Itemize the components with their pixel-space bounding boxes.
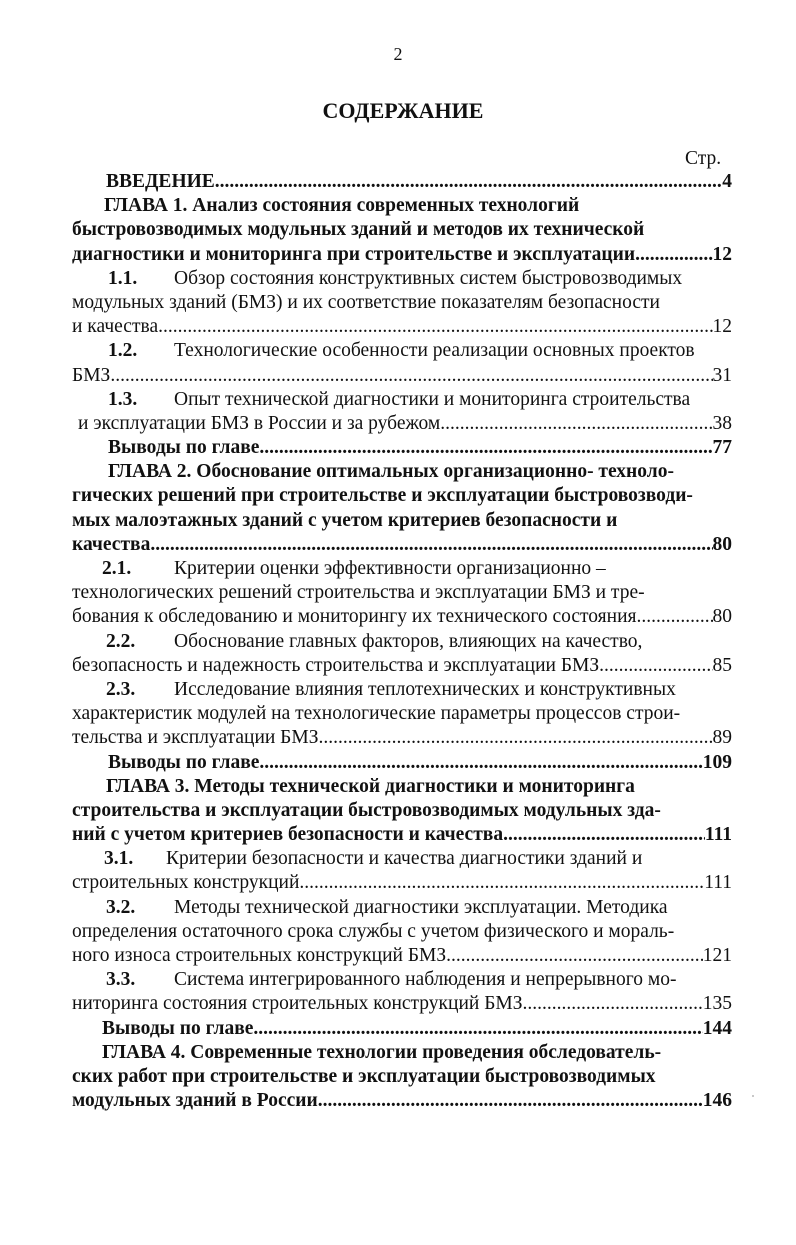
chapter-title-line: ских работ при строительстве и эксплуатации быстровозводимых — [72, 1065, 656, 1087]
toc-page-number: 144 — [702, 1017, 732, 1039]
section-title-line: и эксплуатации БМЗ в России и за рубежом — [78, 412, 441, 434]
section-title-line: Исследование влияния теплотехнических и конструктивных — [174, 678, 676, 700]
section-title-line: характеристик модулей на технологические параметры процессов строи- — [72, 703, 681, 725]
leader-dots — [318, 1089, 703, 1113]
toc-page-number: 38 — [712, 412, 732, 434]
chapter-title-line: мых малоэтажных зданий с учетом критериев безопасности и — [72, 509, 618, 531]
section-title-line: безопасность и надежность строительства и эксплуатации БМЗ — [72, 654, 600, 676]
section-title-line: Критерии оценки эффективности организационно – — [174, 558, 606, 579]
section-number: 3.1. — [104, 848, 134, 870]
leader-dots — [451, 944, 703, 968]
chapter-title-line: ГЛАВА 4. Современные технологии проведения обследователь- — [102, 1041, 662, 1063]
toc-page-number: 121 — [702, 945, 732, 966]
section-title-line: модульных зданий (БМЗ) и их соответствие показателям безопасности — [72, 291, 660, 313]
chapter-title-line: ний с учетом критериев безопасности и качества — [72, 824, 504, 846]
leader-dots — [110, 364, 712, 388]
leader-dots — [150, 533, 712, 557]
toc-entry-section-3-3[interactable] — [72, 968, 732, 1016]
toc-page-number: 31 — [712, 364, 732, 386]
page-column-label: Стр. — [685, 148, 722, 169]
chapter-title-line: качества — [72, 533, 151, 555]
section-title-line: тельства и эксплуатации БМЗ — [72, 727, 319, 749]
chapter-title-line: быстровозводимых модульных зданий и методов их технической — [72, 219, 645, 241]
toc-page-number: 77 — [712, 437, 732, 459]
leader-dots — [215, 170, 722, 194]
toc-entry-chapter-3[interactable] — [72, 775, 732, 848]
section-title-line: Система интегрированного наблюдения и непрерывного мо- — [174, 969, 677, 991]
toc-entry-intro[interactable] — [72, 170, 732, 194]
leader-dots — [259, 751, 702, 775]
toc-entry-section-1-2[interactable] — [72, 339, 732, 387]
section-title-line: Критерии безопасности и качества диагностики зданий и — [166, 848, 643, 870]
leader-dots — [259, 436, 712, 460]
toc-entry-section-1-1[interactable] — [72, 267, 732, 340]
toc-entry-chapter-3-summary[interactable] — [72, 1017, 732, 1041]
section-title-line: Опыт технической диагностики и мониторинга строительства — [174, 388, 691, 410]
chapter-title-line: гических решений при строительстве и эксплуатации быстровозводи- — [72, 485, 693, 507]
toc-entry-section-3-2[interactable] — [72, 896, 732, 969]
section-number: 2.2. — [106, 630, 136, 652]
page-number: 2 — [393, 44, 403, 64]
chapter-title-line: модульных зданий в России — [72, 1090, 318, 1112]
toc-entry-chapter-4[interactable] — [72, 1041, 732, 1114]
table-of-contents — [72, 170, 732, 1113]
leader-dots — [440, 412, 712, 436]
toc-page-number: 12 — [712, 243, 732, 265]
leader-dots — [299, 871, 704, 895]
section-title-line: Обзор состояния конструктивных систем быстровозводимых — [174, 267, 683, 289]
scan-speck — [752, 1095, 754, 1097]
chapter-title-line: ГЛАВА 2. Обоснование оптимальных организационно- техноло- — [108, 461, 674, 483]
leader-dots — [523, 992, 703, 1016]
toc-page-number: 80 — [712, 606, 732, 628]
leader-dots — [599, 654, 712, 678]
toc-entry-section-2-3[interactable] — [72, 678, 732, 751]
chapter-title-line: строительства и эксплуатации быстровозводимых модульных зда- — [72, 799, 661, 821]
section-title-line: БМЗ — [72, 364, 111, 386]
section-title-line: и качества — [72, 316, 159, 338]
toc-entry-title: ВВЕДЕНИЕ — [106, 171, 215, 192]
section-title-line: ниторинга состояния строительных конструкций БМЗ — [72, 993, 523, 1015]
section-title-line: Методы технической диагностики эксплуатации. Методика — [174, 896, 668, 918]
section-title-line: технологических решений строительства и эксплуатации БМЗ и тре- — [72, 582, 645, 604]
toc-page-number: 109 — [702, 751, 732, 773]
toc-page-number: 89 — [712, 727, 732, 749]
toc-page-number: 146 — [702, 1090, 732, 1112]
leader-dots — [503, 823, 705, 847]
toc-page-number: 12 — [712, 316, 732, 338]
section-number: 1.1. — [108, 267, 138, 289]
section-number: 2.3. — [106, 678, 136, 700]
toc-page-number: 4 — [722, 171, 732, 192]
toc-entry-section-1-3[interactable] — [72, 388, 732, 436]
toc-entry-chapter-1-summary[interactable] — [72, 436, 732, 460]
section-title-line: Технологические особенности реализации основных проектов — [174, 340, 695, 362]
summary-title: Выводы по главе — [102, 1017, 254, 1039]
toc-page-number: 135 — [702, 993, 732, 1015]
toc-entry-section-2-1[interactable] — [72, 557, 732, 630]
summary-title: Выводы по главе — [108, 751, 260, 773]
chapter-title-line: диагностики и мониторинга при строительстве и эксплуатации — [72, 243, 636, 265]
leader-dots — [637, 605, 713, 629]
section-number: 2.1. — [102, 558, 132, 579]
section-title-line: Обоснование главных факторов, влияющих на качество, — [174, 630, 643, 652]
section-number: 1.3. — [108, 388, 138, 410]
toc-page-number: 80 — [712, 533, 732, 555]
toc-entry-chapter-2-summary[interactable] — [72, 751, 732, 775]
chapter-title-line: ГЛАВА 1. Анализ состояния современных технологий — [104, 195, 580, 217]
section-number: 3.3. — [106, 969, 136, 991]
section-title-line: ного износа строительных конструкций БМЗ. — [72, 945, 452, 966]
section-title-line: бования к обследованию и мониторингу их технического состояния — [72, 606, 637, 628]
toc-page-number: 111 — [704, 824, 732, 846]
section-number: 1.2. — [108, 340, 138, 362]
section-title-line: строительных конструкций — [72, 872, 300, 894]
chapter-title-line: ГЛАВА 3. Методы технической диагностики и мониторинга — [106, 775, 635, 797]
section-number: 3.2. — [106, 896, 136, 918]
toc-entry-chapter-2[interactable] — [72, 460, 732, 557]
page-title: СОДЕРЖАНИЕ — [322, 98, 484, 123]
toc-page-number: 85 — [712, 654, 732, 676]
summary-title: Выводы по главе — [108, 437, 260, 459]
toc-entry-chapter-1[interactable] — [72, 194, 732, 267]
leader-dots — [319, 726, 713, 750]
toc-page-number: 111 — [704, 872, 732, 894]
section-title-line: определения остаточного срока службы с учетом физического и мораль- — [72, 920, 675, 942]
leader-dots — [635, 243, 712, 267]
leader-dots — [158, 315, 712, 339]
toc-entry-section-2-2[interactable] — [72, 630, 732, 678]
leader-dots — [253, 1017, 702, 1041]
toc-entry-section-3-1[interactable] — [72, 847, 732, 895]
